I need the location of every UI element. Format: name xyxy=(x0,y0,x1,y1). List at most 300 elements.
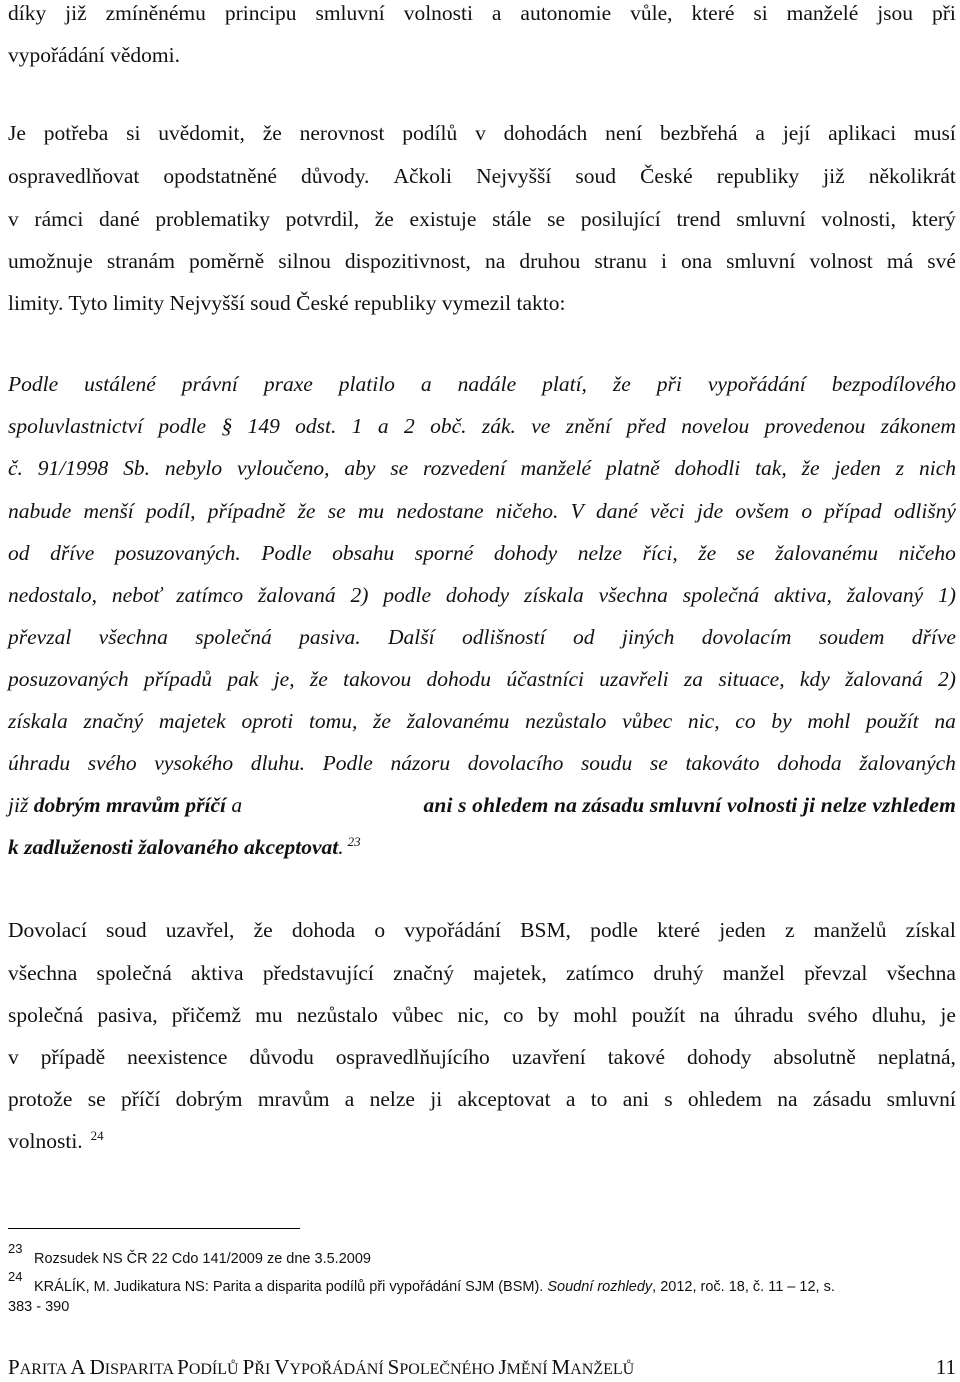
text-segment: volnosti. xyxy=(8,1129,83,1153)
word: republiky xyxy=(716,164,800,188)
word: použít xyxy=(631,1003,686,1027)
text-line: vypořádání vědomi. xyxy=(8,43,180,67)
word: případně xyxy=(207,499,286,523)
word: posilující xyxy=(580,207,661,231)
word: Dovolací xyxy=(8,918,87,942)
quote-text: již xyxy=(8,793,34,817)
word: které xyxy=(691,1,735,25)
word: existuje xyxy=(409,207,477,231)
word: není xyxy=(605,121,643,145)
word: ona xyxy=(681,249,713,273)
word: ospravedlňovat xyxy=(8,164,140,188)
quote-line xyxy=(8,371,956,397)
quote-line xyxy=(8,666,956,692)
word: vůbec xyxy=(622,709,673,733)
word: se xyxy=(649,751,668,775)
word: druhý xyxy=(653,961,704,985)
word: dohody xyxy=(493,541,558,565)
word: vyloučeno, xyxy=(236,456,330,480)
word: majetek xyxy=(158,709,226,733)
word: soud xyxy=(575,164,617,188)
word: aplikaci xyxy=(828,121,897,145)
word: vypořádání xyxy=(707,372,806,396)
word: žalovanému xyxy=(775,541,878,565)
word: smluvní xyxy=(726,249,796,273)
word: platilo xyxy=(338,372,395,396)
word: Sb. xyxy=(123,456,150,480)
word: dluhu. xyxy=(250,751,306,775)
footnote-number: 24 xyxy=(8,1269,23,1284)
word: 91/1998 xyxy=(37,456,109,480)
word: představující xyxy=(262,961,374,985)
word: co xyxy=(735,709,756,733)
word: ohledem xyxy=(687,1087,762,1111)
word: nelze xyxy=(577,541,622,565)
word: společná xyxy=(195,625,272,649)
word: několikrát xyxy=(868,164,956,188)
word: 1) xyxy=(938,583,956,607)
word: s xyxy=(664,1087,673,1111)
word: značný xyxy=(393,961,455,985)
word: mohl xyxy=(573,1003,618,1027)
word: znění xyxy=(565,414,612,438)
word: volnost xyxy=(809,249,873,273)
word: přičemž xyxy=(171,1003,241,1027)
page-number: 11 xyxy=(935,1355,956,1379)
word: Podle xyxy=(322,751,373,775)
word: a xyxy=(420,372,432,396)
word: pasiva. xyxy=(299,625,361,649)
word: ani xyxy=(622,1087,649,1111)
word: že xyxy=(801,456,820,480)
word: stranu xyxy=(594,249,647,273)
word: žalovaných xyxy=(859,751,956,775)
word: od xyxy=(572,625,595,649)
word: důvodu xyxy=(249,1045,314,1069)
word: dohody xyxy=(686,1045,752,1069)
word: menší xyxy=(83,499,134,523)
word: že xyxy=(374,207,394,231)
word: pak xyxy=(227,667,259,691)
word: principu xyxy=(224,1,297,25)
word: žalovaná xyxy=(258,583,336,607)
footnote-text: Rozsudek NS ČR 22 Cdo 141/2009 ze dne 3.5.2009 xyxy=(34,1251,371,1267)
word: své xyxy=(927,249,956,273)
text-line: limity. Tyto limity Nejvyšší soud České republiky vymezil takto: xyxy=(8,291,566,315)
word: nerovnost xyxy=(299,121,385,145)
word: Podle xyxy=(8,372,59,396)
word: nabude xyxy=(8,499,72,523)
word: smluvní xyxy=(886,1087,956,1111)
quote-line xyxy=(8,792,956,818)
word: mravům xyxy=(257,1087,330,1111)
page-footer xyxy=(8,1355,956,1380)
word: již xyxy=(65,1,87,25)
word: nezůstalo xyxy=(296,1003,378,1027)
quote-line xyxy=(8,455,956,481)
word: úhradu xyxy=(733,1003,794,1027)
word: dispozitivnost, xyxy=(344,249,471,273)
word: Další xyxy=(388,625,435,649)
quote-bold-text: k zadluženosti žalovaného akceptovat xyxy=(8,835,339,859)
word: Je xyxy=(8,121,26,145)
word: za xyxy=(683,667,703,691)
word: ovšem xyxy=(735,499,790,523)
word: jeden xyxy=(719,918,766,942)
word: žalovaná xyxy=(845,667,923,691)
word: akceptovat xyxy=(457,1087,551,1111)
word: manželé xyxy=(520,456,592,480)
word: potřeba xyxy=(43,121,109,145)
word: uvědomit, xyxy=(158,121,245,145)
word: Ačkoli xyxy=(393,164,453,188)
word: smluvní xyxy=(736,207,806,231)
word: soudu xyxy=(580,751,633,775)
word: mu xyxy=(255,1003,283,1027)
word: nic, xyxy=(457,1003,490,1027)
word: a xyxy=(755,121,765,145)
word: že xyxy=(297,499,316,523)
word: takovou xyxy=(343,667,412,691)
word: vypořádání xyxy=(404,918,501,942)
word: 2) xyxy=(938,667,956,691)
word: svého xyxy=(87,751,137,775)
word: je, xyxy=(273,667,295,691)
word: ničeho xyxy=(898,541,956,565)
word: autonomie xyxy=(520,1,612,25)
word: se xyxy=(736,541,755,565)
word: jiných xyxy=(621,625,675,649)
footnote-number: 23 xyxy=(8,1241,23,1256)
word: silnou xyxy=(278,249,331,273)
word: ji xyxy=(430,1087,443,1111)
text-line xyxy=(8,163,956,189)
word: žalovanému xyxy=(406,709,510,733)
quote-bold-text: dobrým mravům příčí xyxy=(33,793,227,817)
word: a xyxy=(344,1087,355,1111)
word: posuzovaných xyxy=(8,667,129,691)
word: stranám xyxy=(106,249,175,273)
word: získala xyxy=(524,583,584,607)
word: umožnuje xyxy=(8,249,93,273)
word: že xyxy=(253,918,273,942)
word: poměrně xyxy=(188,249,265,273)
word: všechna xyxy=(598,583,668,607)
word: aktiva, xyxy=(774,583,832,607)
word: použít xyxy=(866,709,919,733)
text-line xyxy=(8,120,956,146)
word: bezpodílového xyxy=(831,372,956,396)
word: před xyxy=(626,414,666,438)
word: které xyxy=(657,918,701,942)
footnote-ref[interactable]: 23 xyxy=(347,833,361,849)
word: platí, xyxy=(542,372,587,396)
text-line xyxy=(8,248,956,274)
word: volnosti, xyxy=(821,207,896,231)
word: se xyxy=(390,456,409,480)
word: tak, xyxy=(755,456,787,480)
word: sporné xyxy=(414,541,474,565)
quote-line xyxy=(8,498,956,524)
word: jeden xyxy=(834,456,881,480)
word: mohl xyxy=(807,709,851,733)
word: při xyxy=(931,1,956,25)
word: i xyxy=(660,249,667,273)
word: že xyxy=(612,372,631,396)
word: o xyxy=(801,499,813,523)
word: značný xyxy=(83,709,144,733)
word: případ xyxy=(824,499,882,523)
word: si xyxy=(126,121,141,145)
word: v xyxy=(8,1045,19,1069)
word: manželé xyxy=(786,1,859,25)
text-line xyxy=(8,206,956,232)
word: nebylo xyxy=(164,456,223,480)
word: bezbřehá xyxy=(659,121,738,145)
word: aby xyxy=(344,456,376,480)
word: že xyxy=(698,541,717,565)
word: že xyxy=(373,709,391,733)
word: manželů xyxy=(813,918,887,942)
word: BSM, xyxy=(520,918,571,942)
quote-line xyxy=(8,413,956,439)
word: druhou xyxy=(519,249,581,273)
word: již xyxy=(823,164,845,188)
word: že xyxy=(309,667,328,691)
word: dané xyxy=(596,499,638,523)
quote-line xyxy=(8,540,956,566)
word: svého xyxy=(807,1003,858,1027)
word: v xyxy=(8,207,19,231)
word: zák. xyxy=(481,414,516,438)
word: zatímco xyxy=(566,961,635,985)
word: podíl, xyxy=(145,499,196,523)
quote-text: . xyxy=(338,835,344,859)
text-line xyxy=(8,917,956,943)
word: pasiva, xyxy=(97,1003,158,1027)
word: problematiky xyxy=(155,207,270,231)
word: kdy xyxy=(799,667,830,691)
quote-bold-text: ani s ohledem na zásadu smluvní volnosti ji nelze vzhledem xyxy=(423,793,956,817)
word: takové xyxy=(607,1045,666,1069)
word: všechna xyxy=(8,961,78,985)
word: uzavření xyxy=(511,1045,586,1069)
word: neplatná, xyxy=(877,1045,956,1069)
word: se xyxy=(547,207,566,231)
word: na xyxy=(777,1087,798,1111)
word: 2 xyxy=(403,414,415,438)
word: si xyxy=(753,1,768,25)
footnote-24 xyxy=(8,1268,956,1318)
word: zmíněnému xyxy=(105,1,206,25)
text-line xyxy=(8,0,956,26)
word: potvrdil, xyxy=(285,207,360,231)
word: zatímco xyxy=(176,583,244,607)
text-line xyxy=(8,960,956,986)
word: dané xyxy=(99,207,140,231)
word: nedostalo, xyxy=(8,583,97,607)
word: všechna xyxy=(98,625,168,649)
word: a xyxy=(491,1,502,25)
word: ničeho. xyxy=(495,499,559,523)
word: obč. xyxy=(430,414,467,438)
footnote-text-continued: 383 - 390 xyxy=(8,1299,70,1315)
word: případě xyxy=(40,1045,106,1069)
word: odst. xyxy=(295,414,337,438)
word: všechna xyxy=(886,961,956,985)
word: neexistence xyxy=(127,1045,228,1069)
word: zásadu xyxy=(812,1087,872,1111)
word: by xyxy=(771,709,792,733)
word: mu xyxy=(357,499,385,523)
word: manžel xyxy=(722,961,785,985)
word: má xyxy=(886,249,914,273)
word: získala xyxy=(8,709,68,733)
word: dohoda xyxy=(777,751,842,775)
word: důvody. xyxy=(300,164,370,188)
word: spoluvlastnictví xyxy=(8,414,143,438)
word: dříve xyxy=(911,625,956,649)
word: dohody xyxy=(445,583,510,607)
word: vysokého xyxy=(154,751,234,775)
word: případů xyxy=(143,667,213,691)
word: že xyxy=(262,121,282,145)
word: odlišností xyxy=(461,625,546,649)
word: v xyxy=(475,121,486,145)
word: soudem xyxy=(818,625,885,649)
word: oproti xyxy=(241,709,294,733)
word: musí xyxy=(914,121,956,145)
word: na xyxy=(934,709,956,733)
word: ospravedlňujícího xyxy=(335,1045,490,1069)
word: při xyxy=(656,372,682,396)
word: nich xyxy=(918,456,956,480)
word: absolutně xyxy=(773,1045,856,1069)
word: příčí xyxy=(120,1087,161,1111)
word: podle xyxy=(383,583,432,607)
word: smluvní xyxy=(315,1,385,25)
word: je xyxy=(940,1003,956,1027)
word: dohodu xyxy=(426,667,492,691)
word: podle xyxy=(590,918,638,942)
word: od xyxy=(8,541,30,565)
word: takováto xyxy=(685,751,760,775)
word: situace, xyxy=(718,667,785,691)
quote-line xyxy=(8,708,956,734)
word: novelou xyxy=(681,414,750,438)
word: uzavřel, xyxy=(165,918,235,942)
word: trend xyxy=(676,207,721,231)
word: rozvedení xyxy=(423,456,506,480)
word: právní xyxy=(181,372,238,396)
quote-line xyxy=(8,750,956,776)
word: říci, xyxy=(642,541,678,565)
word: protože xyxy=(8,1087,73,1111)
word: nelze xyxy=(369,1087,415,1111)
word: zákonem xyxy=(880,414,956,438)
word: ve xyxy=(531,414,551,438)
word: 149 xyxy=(247,414,280,438)
word: se xyxy=(87,1087,106,1111)
word: podle xyxy=(158,414,207,438)
word: co xyxy=(503,1003,524,1027)
footnote-ref[interactable]: 24 xyxy=(90,1127,104,1143)
word: dluhu, xyxy=(871,1003,927,1027)
word: platně xyxy=(605,456,660,480)
quote-line xyxy=(8,834,956,860)
running-title: PARITA A DISPARITA PODÍLŮ PŘI VYPOŘÁDÁNÍ SPOLEČNÉHO JMĚNÍ MANŽELŮ xyxy=(8,1355,635,1379)
word: její xyxy=(782,121,811,145)
word: to xyxy=(590,1087,608,1111)
text-line xyxy=(8,1128,956,1154)
word: nadále xyxy=(457,372,517,396)
word: jsou xyxy=(877,1,914,25)
word: z xyxy=(895,456,905,480)
word: 2) xyxy=(350,583,369,607)
word: dovolacího xyxy=(467,751,564,775)
word: a xyxy=(377,414,389,438)
word: o xyxy=(374,918,386,942)
word: získal xyxy=(905,918,956,942)
word: dovolacím xyxy=(701,625,792,649)
word: vůbec xyxy=(392,1003,444,1027)
word: rámci xyxy=(34,207,84,231)
word: jde xyxy=(696,499,724,523)
word: ustálené xyxy=(84,372,156,396)
word: Podle xyxy=(261,541,312,565)
word: § xyxy=(221,414,233,438)
word: úhradu xyxy=(8,751,71,775)
word: obsahu xyxy=(332,541,395,565)
word: by xyxy=(537,1003,560,1027)
word: aktiva xyxy=(191,961,244,985)
word: z xyxy=(784,918,795,942)
word: č. xyxy=(8,456,23,480)
word: na xyxy=(699,1003,720,1027)
word: dříve xyxy=(50,541,95,565)
word: věci xyxy=(650,499,685,523)
word: České xyxy=(640,164,693,188)
word: společná xyxy=(8,1003,84,1027)
word: a xyxy=(565,1087,576,1111)
word: dohodách xyxy=(503,121,588,145)
word: názoru xyxy=(390,751,451,775)
word: odlišný xyxy=(893,499,956,523)
footnote-separator xyxy=(8,1228,300,1229)
word: stále xyxy=(492,207,532,231)
word: účastníci xyxy=(506,667,584,691)
word: vůle, xyxy=(630,1,673,25)
word: soud xyxy=(105,918,147,942)
word: společná xyxy=(96,961,172,985)
word: dohoda xyxy=(291,918,356,942)
word: díky xyxy=(8,1,47,25)
quote-text: a xyxy=(226,793,248,817)
word: se xyxy=(327,499,346,523)
word: V xyxy=(570,499,584,523)
word: Nejvyšší xyxy=(476,164,552,188)
word: uzavřeli xyxy=(599,667,669,691)
word: nezůstalo xyxy=(525,709,607,733)
word: který xyxy=(911,207,956,231)
text-line xyxy=(8,1002,956,1028)
word: tomu, xyxy=(308,709,358,733)
quote-line xyxy=(8,624,956,650)
word: volnosti xyxy=(403,1,473,25)
word: opodstatněné xyxy=(163,164,277,188)
text-line xyxy=(8,1044,956,1070)
word: praxe xyxy=(263,372,313,396)
